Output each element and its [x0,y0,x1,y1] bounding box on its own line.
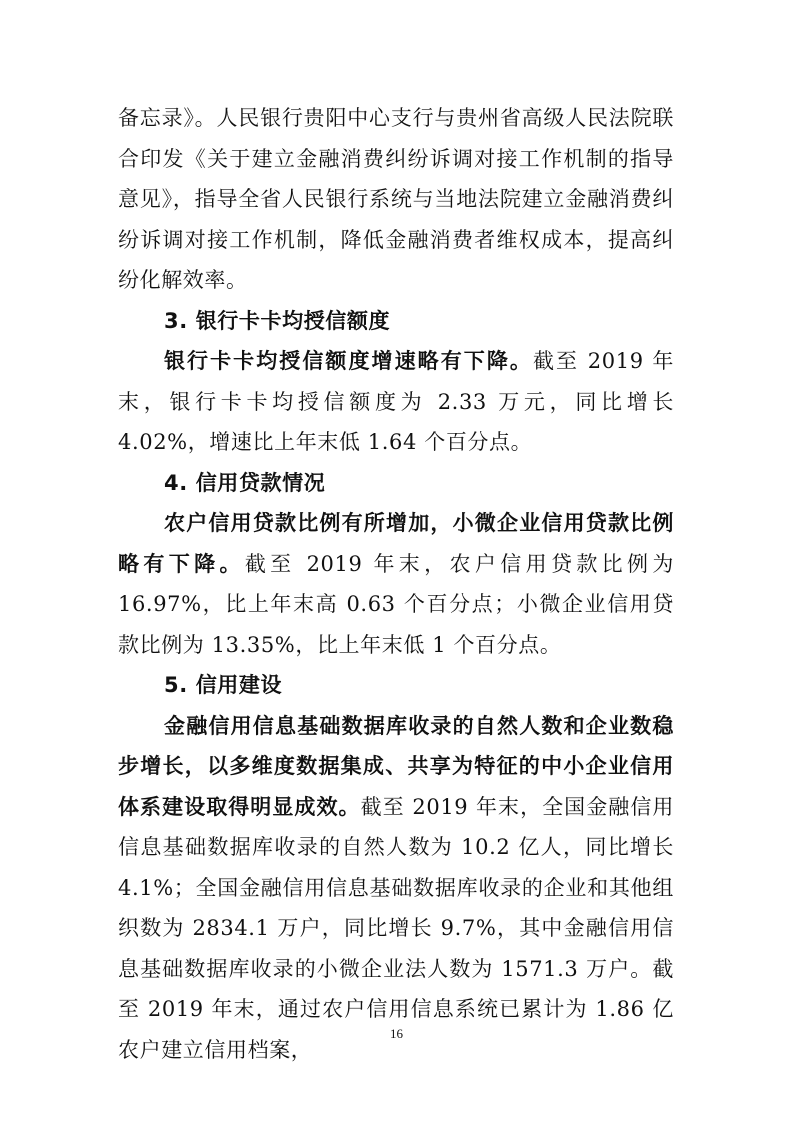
lead-sentence: 农户信用贷款比例有所增加，小微企业信用贷款比例略有下降。 [118,511,674,576]
page-number: 16 [390,1026,403,1041]
section-heading-3: 3. 银行卡卡均授信额度 [164,308,391,333]
paragraph-credit-building [118,706,674,1071]
section-heading-4: 4. 信用贷款情况 [164,470,326,495]
section-heading-5: 5. 信用建设 [164,673,283,697]
paragraph-credit-loans [118,503,674,665]
paragraph-body: 截至 2019 年末，农户信用贷款比例为 16.97%，比上年末高 0.63 个百分点；小微企业信用贷款比例为 13.35%，比上年末低 1 个百分点。 [118,551,675,657]
body-text [118,98,674,1070]
lead-sentence: 金融信用信息基础数据库收录的自然人数和企业数稳步增长，以多维度数据集成、共享为特征的中小企业信用体系建设取得明显成效。 [118,713,674,819]
paragraph-card-credit [118,341,674,463]
paragraph-body: 截至 2019 年末，全国金融信用信息基础数据库收录的自然人数为 10.2 亿人，同比增长 4.1%；全国金融信用信息基础数据库收录的企业和其他组织数为 2834.1 万户，同比增长 9.7%，其中金融信用信息基础数据库收录的小微企业法人数为 1571.3 万户。截至 2019 年末，通过农户信用信息系统已累计为 1.86 亿农户建立信用档案， [118,794,674,1062]
paragraph-body: 截至 2019 年末，银行卡卡均授信额度为 2.33 万元，同比增长 4.02%，增速比上年末低 1.64 个百分点。 [118,349,674,454]
lead-sentence: 银行卡卡均授信额度增速略有下降。 [164,349,533,373]
paragraph-mediation: 备忘录》。人民银行贵阳中心支行与贵州省高级人民法院联合印发《关于建立金融消费纠纷诉调对接工作机制的指导意见》，指导全省人民银行系统与当地法院建立金融消费纠纷诉调对接工作机制，降低金融消费者维权成本，提高纠纷化解效率。 [118,106,674,292]
